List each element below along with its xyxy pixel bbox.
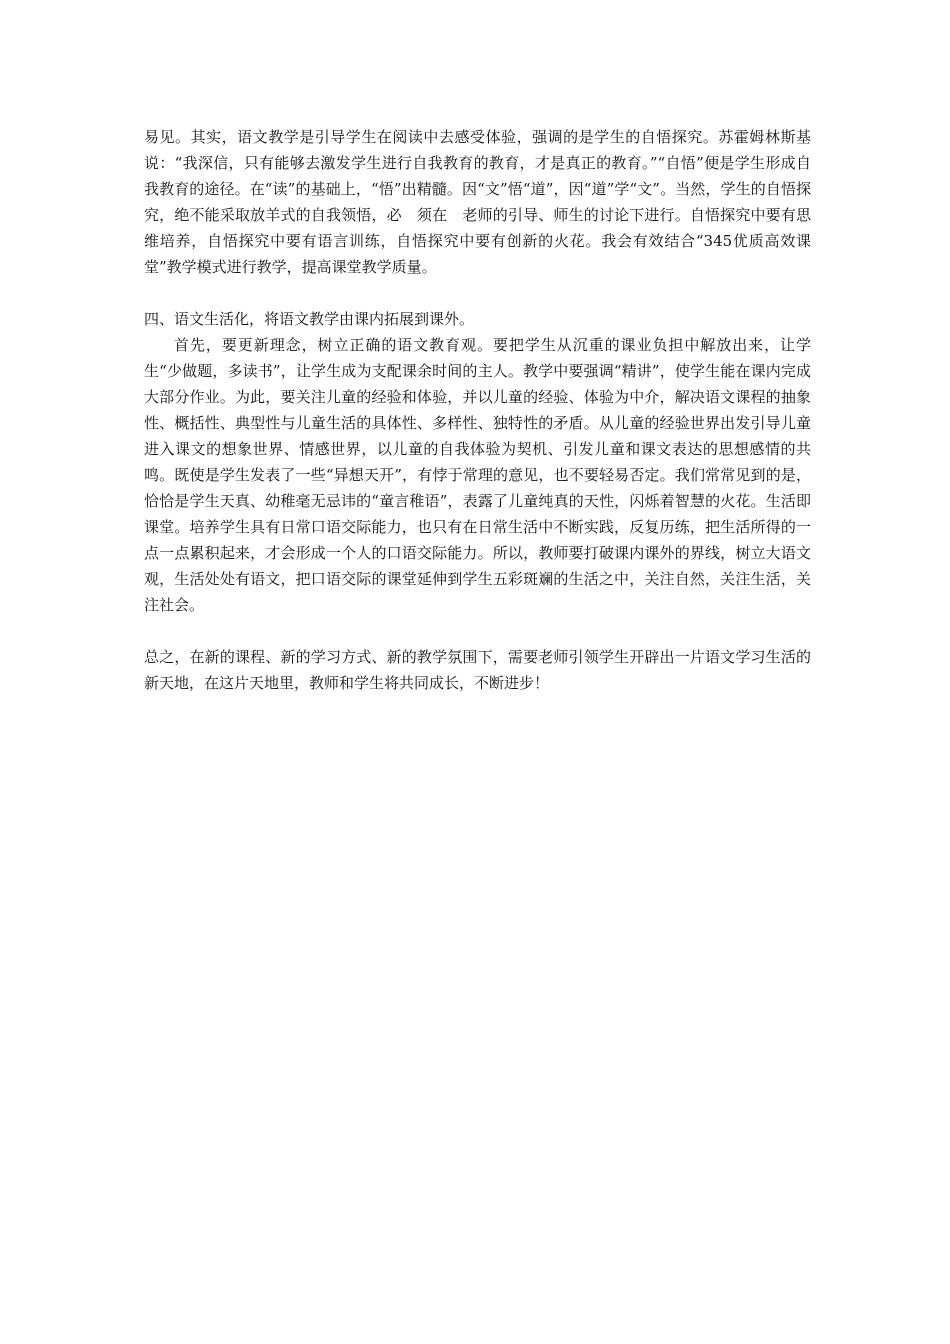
- paragraph-spacer: [144, 280, 811, 306]
- paragraph-spacer: [144, 618, 811, 644]
- paragraph-life-language: 首先，要更新理念，树立正确的语文教育观。要把学生从沉重的课业负担中解放出来，让学生“少做题，多读书”，让学生成为支配课余时间的主人。教学中要强调“精讲”，使学生能在课内完成大部分作业。为此，要关注儿童的经验和体验，并以儿童的经验、体验为中介，解决语文课程的抽象性、概括性、典型性与儿童生活的具体性、多样性、独特性的矛盾。从儿童的经验世界出发引导儿童进入课文的想象世界、情感世界，以儿童的自我体验为契机、引发儿童和课文表达的思想感情的共鸣。既使是学生发表了一些“异想天开”，有悖于常理的意见，也不要轻易否定。我们常常见到的是，恰恰是学生天真、幼稚毫无忌讳的“童言稚语”，表露了儿童纯真的天性，闪烁着智慧的火花。生活即课堂。培养学生具有日常口语交际能力，也只有在日常生活中不断实践，反复历练，把生活所得的一点一点累积起来，才会形成一个人的口语交际能力。所以，教师要打破课内课外的界线，树立大语文观，生活处处有语文，把口语交际的课堂延伸到学生五彩斑斓的生活之中，关注自然，关注生活，关注社会。: [144, 336, 811, 614]
- section-heading-4: 四、语文生活化，将语文教学由课内拓展到课外。: [144, 310, 475, 328]
- document-body: [144, 124, 811, 696]
- paragraph-conclusion: 总之，在新的课程、新的学习方式、新的教学氛围下，需要老师引领学生开辟出一片语文学习生活的新天地，在这片天地里，教师和学生将共同成长，不断进步！: [144, 648, 811, 692]
- paragraph-self-inquiry: 易见。其实，语文教学是引导学生在阅读中去感受体验，强调的是学生的自悟探究。苏霍姆林斯基说：“我深信，只有能够去激发学生进行自我教育的教育，才是真正的教育。”“自悟”便是学生形成自我教育的途径。在“读”的基础上，“悟”出精髓。因“文”悟“道”，因“道”学“文”。当然，学生的自悟探究，绝不能采取放羊式的自我领悟，必 须在 老师的引导、师生的讨论下进行。自悟探究中要有思维培养，自悟探究中要有语言训练，自悟探究中要有创新的火花。我会有效结合“345优质高效课堂”教学模式进行教学，提高课堂教学质量。: [144, 128, 811, 276]
